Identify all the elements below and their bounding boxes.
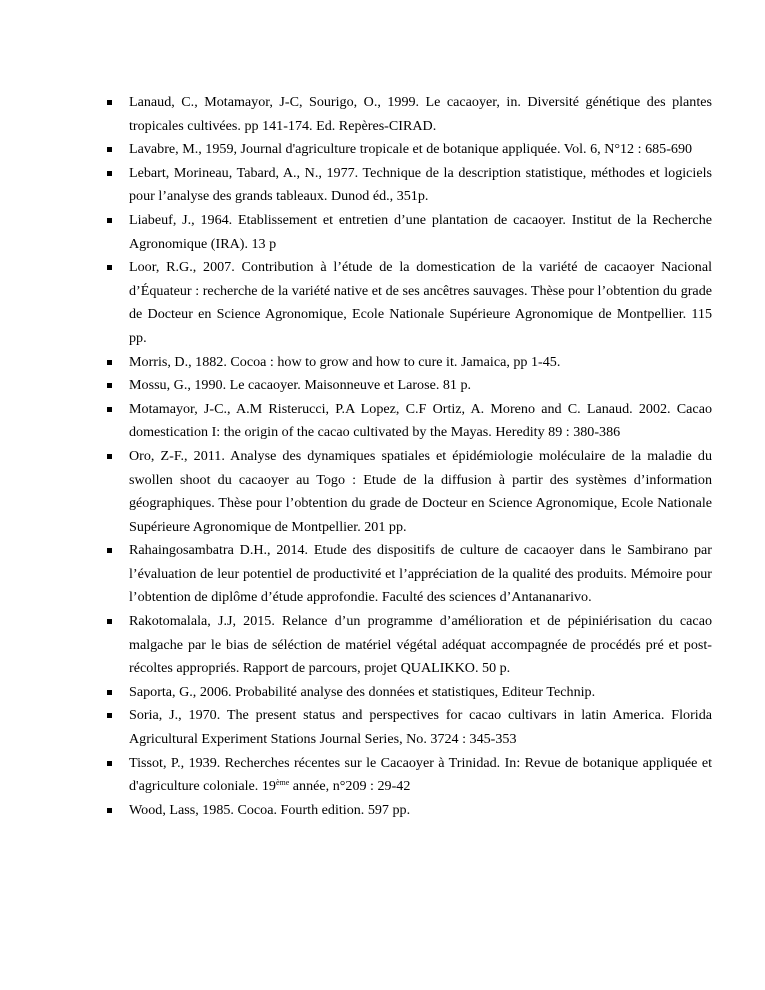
bullet-square-icon (107, 265, 112, 270)
reference-text: Lebart, Morineau, Tabard, A., N., 1977. Technique de la description statistique, méthodes et logiciels pour l’analyse des grands tableaux. Dunod éd., 351p. (129, 164, 712, 205)
reference-text: Rakotomalala, J.J, 2015. Relance d’un programme d’amélioration et de pépiniérisation du cacao malgache par le bias de séléction de matériel végétal adéquat accompagnée de procédés pré et post-récoltes appropriés. Rapport de parcours, projet QUALIKKO. 50 p. (129, 613, 712, 677)
reference-text: Mossu, G., 1990. Le cacaoyer. Maisonneuve et Larose. 81 p. (129, 377, 472, 394)
reference-text: Liabeuf, J., 1964. Etablissement et entretien d’une plantation de cacaoyer. Institut de la Recherche Agronomique (IRA). 13 p (129, 211, 712, 252)
reference-text-before: Tissot, P., 1939. Recherches récentes sur le Cacaoyer à Trinidad. In: Revue de botanique appliquée et d'agriculture coloniale. 19 (129, 754, 712, 795)
bullet-square-icon (107, 147, 112, 152)
reference-text: Oro, Z-F., 2011. Analyse des dynamiques spatiales et épidémiologie moléculaire de la maladie du swollen shoot du cacaoyer au Togo : Etude de la diffusion à partir des systèmes d’information géographiques. Thèse pour l’obtention du grade de Docteur en Science Agronomique, Ecole Nationale Supérieure Agronomique de Montpellier. 201 pp. (129, 447, 712, 535)
reference-item (129, 162, 712, 209)
reference-item (129, 209, 712, 256)
bullet-square-icon (107, 171, 112, 176)
reference-item (129, 256, 712, 350)
reference-text: Loor, R.G., 2007. Contribution à l’étude de la domestication de la variété de cacaoyer Nacional d’Équateur : recherche de la variété native et de ses ancêtres sauvages. Thèse pour l’obtention du grade de Docteur en Science Agronomique, Ecole Nationale Supérieure Agronomique de Montpellier. 115 pp. (129, 259, 712, 346)
bullet-square-icon (107, 761, 112, 766)
reference-text: Saporta, G., 2006. Probabilité analyse des données et statistiques, Editeur Technip. (129, 683, 596, 700)
bullet-square-icon (107, 808, 112, 813)
bullet-square-icon (107, 548, 112, 553)
reference-item (129, 799, 712, 823)
reference-item (129, 91, 712, 138)
reference-text: Lanaud, C., Motamayor, J-C, Sourigo, O., 1999. Le cacaoyer, in. Diversité génétique des plantes tropicales cultivées. pp 141-174. Ed. Repères-CIRAD. (129, 94, 712, 134)
bullet-square-icon (107, 713, 112, 718)
reference-text: Morris, D., 1882. Cocoa : how to grow and how to cure it. Jamaica, pp 1-45. (129, 353, 561, 370)
bullet-square-icon (107, 360, 112, 365)
bullet-square-icon (107, 100, 112, 105)
reference-item (129, 539, 712, 610)
bullet-square-icon (107, 690, 112, 695)
bullet-square-icon (107, 407, 112, 412)
reference-text: Lavabre, M., 1959, Journal d'agriculture tropicale et de botanique appliquée. Vol. 6, N°12 : 685-690 (129, 141, 693, 158)
reference-item (129, 610, 712, 681)
reference-text: Motamayor, J-C., A.M Risterucci, P.A Lopez, C.F Ortiz, A. Moreno and C. Lanaud. 2002. Cacao domestication I: the origin of the cacao cultivated by the Mayas. Heredity 89 : 380-386 (129, 400, 712, 441)
reference-item (129, 752, 712, 799)
bullet-square-icon (107, 619, 112, 624)
reference-item (129, 681, 712, 705)
bullet-square-icon (107, 383, 112, 388)
reference-item (129, 445, 712, 539)
bullet-square-icon (107, 454, 112, 459)
reference-item (129, 398, 712, 445)
reference-item (129, 374, 712, 398)
reference-text-after: année, n°209 : 29-42 (289, 778, 411, 795)
bullet-square-icon (107, 218, 112, 223)
reference-text: Soria, J., 1970. The present status and perspectives for cacao cultivars in latin America. Florida Agricultural Experiment Stations Journal Series, No. 3724 : 345-353 (129, 707, 712, 748)
reference-item (129, 351, 712, 375)
reference-item (129, 704, 712, 751)
reference-text: Wood, Lass, 1985. Cocoa. Fourth edition. 597 pp. (129, 801, 411, 818)
reference-list (129, 91, 712, 822)
reference-text: Rahaingosambatra D.H., 2014. Etude des dispositifs de culture de cacaoyer dans le Sambirano par l’évaluation de leur potentiel de productivité et l’appréciation de la qualité des produits. Mémoire pour l’obtention de diplôme d’étude approfondie. Faculté des sciences d’Antananarivo. (129, 542, 712, 606)
reference-item (129, 138, 712, 162)
superscript-ordinal: ème (275, 778, 290, 788)
